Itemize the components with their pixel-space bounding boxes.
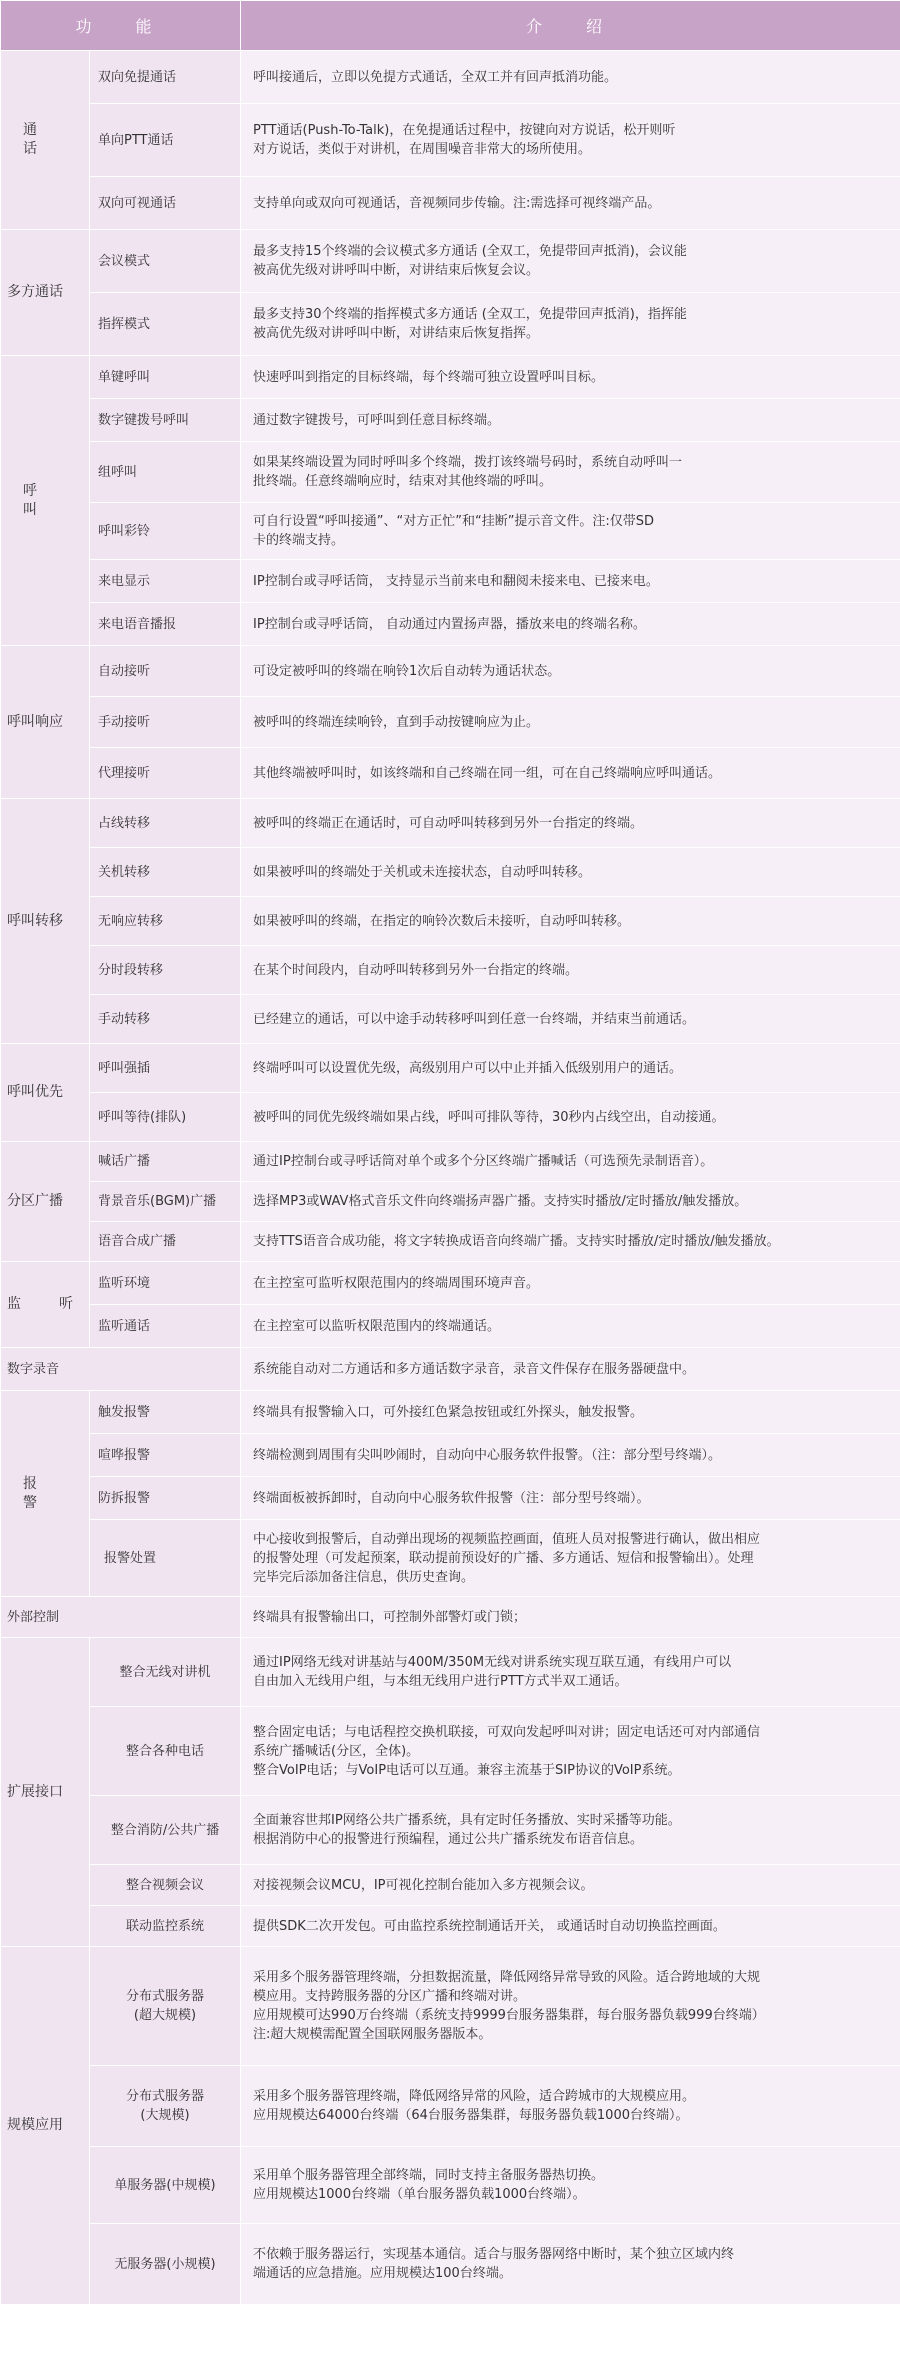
description-cell xyxy=(241,1906,900,1946)
description-cell xyxy=(241,2066,900,2146)
feature-cell: 联动监控系统 xyxy=(90,1906,240,1946)
feature-line: 分布式服务器 xyxy=(126,1989,205,2004)
table-row xyxy=(1,1477,900,1519)
description-line: 最多支持30个终端的指挥模式多方通话 (全双工，免提带回声抵消)，指挥能 xyxy=(253,307,687,322)
table-row xyxy=(1,1707,900,1795)
category-cell: 多方通话 xyxy=(1,230,89,355)
description-cell xyxy=(241,442,900,502)
description-cell xyxy=(241,177,900,229)
table-row xyxy=(1,799,900,847)
description-cell xyxy=(241,51,900,103)
feature-cell: 触发报警 xyxy=(90,1391,240,1433)
description-line: 采用多个服务器管理终端，降低网络异常的风险，适合跨城市的大规模应用。 xyxy=(253,2089,696,2104)
description-cell xyxy=(241,1142,900,1181)
description-cell xyxy=(241,1391,900,1433)
table-row xyxy=(1,646,900,696)
table-row xyxy=(1,603,900,645)
table-row xyxy=(1,1865,900,1905)
description-line: 完毕完后添加备注信息，供历史查询。 xyxy=(253,1569,475,1585)
feature-cell: 双向免提通话 xyxy=(90,51,240,103)
table-row xyxy=(1,1044,900,1092)
feature-cell: 单键呼叫 xyxy=(90,356,240,398)
description-cell xyxy=(241,1638,900,1706)
description-line: 自由加入无线用户组，与本组无线用户进行PTT方式半双工通话。 xyxy=(253,1674,628,1689)
feature-cell: 组呼叫 xyxy=(90,442,240,502)
category-cell: 呼 叫 xyxy=(1,356,89,645)
description-line: 卡的终端支持。 xyxy=(253,533,345,548)
feature-cell: 报警处置 xyxy=(90,1520,240,1596)
description-cell xyxy=(241,848,900,896)
feature-cell: 监听通话 xyxy=(90,1305,240,1347)
header-function: 功 能 xyxy=(1,1,240,50)
description-cell xyxy=(241,1093,900,1141)
description-cell xyxy=(241,1434,900,1476)
description-line: 被高优先级对讲呼叫中断，对讲结束后恢复会议。 xyxy=(253,263,540,278)
description-cell xyxy=(241,1796,900,1864)
table-row xyxy=(1,1520,900,1596)
description-line: PTT通话(Push-To-Talk)，在免提通话过程中，按键向对方说话，松开则听 xyxy=(253,123,676,138)
description-cell xyxy=(241,293,900,355)
feature-cell: 喊话广播 xyxy=(90,1142,240,1181)
description-cell xyxy=(241,1477,900,1519)
description-cell xyxy=(241,503,900,559)
description-line: 中心接收到报警后，自动弹出现场的视频监控画面，值班人员对报警进行确认，做出相应 xyxy=(253,1531,761,1547)
table-row xyxy=(1,51,900,103)
feature-cell: 整合各种电话 xyxy=(90,1707,240,1795)
feature-cell: 关机转移 xyxy=(90,848,240,896)
category-cell: 规模应用 xyxy=(1,1947,89,2304)
description-line: 在主控室可监听权限范围内的终端周围环境声音。 xyxy=(253,1275,540,1291)
table-row xyxy=(1,104,900,176)
description-cell xyxy=(241,560,900,602)
description-line: 终端面板被拆卸时，自动向中心服务软件报警（注：部分型号终端）。 xyxy=(253,1490,650,1506)
feature-line: 分布式服务器 xyxy=(126,2089,205,2104)
feature-cell: 手动转移 xyxy=(90,995,240,1043)
feature-cell: 指挥模式 xyxy=(90,293,240,355)
feature-cell: 呼叫等待(排队) xyxy=(90,1093,240,1141)
table-row xyxy=(1,1434,900,1476)
description-line: 呼叫接通后，立即以免提方式通话，全双工并有回声抵消功能。 xyxy=(253,69,618,85)
description-line: 对接视频会议MCU，IP可视化控制台能加入多方视频会议。 xyxy=(253,1877,594,1893)
feature-cell: 数字键拨号呼叫 xyxy=(90,399,240,441)
description-cell xyxy=(241,1865,900,1905)
table-row xyxy=(1,230,900,292)
feature-cell: 来电语音播报 xyxy=(90,603,240,645)
table-row xyxy=(1,442,900,502)
description-line: 已经建立的通话，可以中途手动转移呼叫到任意一台终端，并结束当前通话。 xyxy=(253,1011,696,1027)
feature-cell: 语音合成广播 xyxy=(90,1222,240,1261)
description-line: 系统能自动对二方通话和多方通话数字录音，录音文件保存在服务器硬盘中。 xyxy=(253,1361,696,1377)
feature-cell: 整合消防/公共广播 xyxy=(90,1796,240,1864)
table-row xyxy=(1,1391,900,1433)
feature-cell: 背景音乐(BGM)广播 xyxy=(90,1182,240,1221)
table-row xyxy=(1,399,900,441)
feature-cell: 代理接听 xyxy=(90,748,240,798)
table-row xyxy=(1,1222,900,1261)
feature-cell: 整合视频会议 xyxy=(90,1865,240,1905)
feature-cell: 分时段转移 xyxy=(90,946,240,994)
description-cell xyxy=(241,230,900,292)
description-line: 应用规模可达990万台终端（系统支持9999台服务器集群，每台服务器负载999台终端） xyxy=(253,2008,765,2023)
feature-cell: 无响应转移 xyxy=(90,897,240,945)
description-line: 支持单向或双向可视通话，音视频同步传输。注:需选择可视终端产品。 xyxy=(253,195,661,211)
table-row xyxy=(1,1906,900,1946)
table-row xyxy=(1,1638,900,1706)
description-cell xyxy=(241,1707,900,1795)
table-row xyxy=(1,2147,900,2223)
description-line: 端通话的应急措施。应用规模达100台终端。 xyxy=(253,2266,512,2281)
table-row xyxy=(1,1348,900,1390)
table-header-row xyxy=(1,1,900,50)
description-line: 提供SDK二次开发包。可由监控系统控制通话开关， 或通话时自动切换监控画面。 xyxy=(253,1918,726,1934)
table-row xyxy=(1,293,900,355)
feature-cell: 呼叫彩铃 xyxy=(90,503,240,559)
feature-cell: 防拆报警 xyxy=(90,1477,240,1519)
description-line: 批终端。任意终端响应时，结束对其他终端的呼叫。 xyxy=(253,474,553,489)
description-cell xyxy=(241,2224,900,2304)
feature-cell: 会议模式 xyxy=(90,230,240,292)
feature-cell: 监听环境 xyxy=(90,1262,240,1304)
table-row xyxy=(1,503,900,559)
description-line: 采用单个服务器管理全部终端，同时支持主备服务器热切换。 xyxy=(253,2168,605,2183)
table-row xyxy=(1,995,900,1043)
description-line: 终端检测到周围有尖叫吵闹时，自动向中心服务软件报警。（注：部分型号终端）。 xyxy=(253,1447,722,1463)
description-line: 整合固定电话；与电话程控交换机联接，可双向发起呼叫对讲；固定电话还可对内部通信 xyxy=(253,1724,761,1740)
category-cell: 监 听 xyxy=(1,1262,89,1347)
description-cell xyxy=(241,104,900,176)
table-row xyxy=(1,1597,900,1637)
description-cell xyxy=(241,2147,900,2223)
feature-line: 无服务器(小规模) xyxy=(114,2256,216,2272)
description-line: 快速呼叫到指定的目标终端，每个终端可独立设置呼叫目标。 xyxy=(253,369,605,385)
category-cell: 扩展接口 xyxy=(1,1638,89,1946)
description-line: 在某个时间段内，自动呼叫转移到另外一台指定的终端。 xyxy=(253,962,579,978)
description-line: IP控制台或寻呼话筒， 自动通过内置扬声器，播放来电的终端名称。 xyxy=(253,616,646,632)
description-line: 被高优先级对讲呼叫中断，对讲结束后恢复指挥。 xyxy=(253,326,540,341)
description-cell xyxy=(241,1262,900,1304)
description-line: 如果被呼叫的终端，在指定的响铃次数后未接听，自动呼叫转移。 xyxy=(253,913,631,929)
description-cell xyxy=(241,1947,900,2065)
category-cell: 数字录音 xyxy=(1,1348,240,1390)
feature-cell xyxy=(90,2066,240,2146)
description-cell xyxy=(241,1597,900,1637)
description-line: 可自行设置“呼叫接通”、“对方正忙”和“挂断”提示音文件。注:仅带SD xyxy=(253,514,655,529)
description-cell xyxy=(241,748,900,798)
feature-cell: 呼叫强插 xyxy=(90,1044,240,1092)
description-line: 被呼叫的终端连续响铃，直到手动按键响应为止。 xyxy=(253,714,540,730)
table-row xyxy=(1,2224,900,2304)
feature-cell: 整合无线对讲机 xyxy=(90,1638,240,1706)
description-line: 被呼叫的同优先级终端如果占线，呼叫可排队等待，30秒内占线空出，自动接通。 xyxy=(253,1109,725,1125)
description-line: 选择MP3或WAV格式音乐文件向终端扬声器广播。支持实时播放/定时播放/触发播放。 xyxy=(253,1194,748,1209)
feature-cell xyxy=(90,2224,240,2304)
feature-cell: 喧哗报警 xyxy=(90,1434,240,1476)
description-cell xyxy=(241,399,900,441)
feature-cell: 自动接听 xyxy=(90,646,240,696)
table-row xyxy=(1,1093,900,1141)
table-row xyxy=(1,946,900,994)
description-line: 终端呼叫可以设置优先级，高级别用户可以中止并插入低级别用户的通话。 xyxy=(253,1060,683,1076)
category-cell: 呼叫优先 xyxy=(1,1044,89,1141)
feature-cell: 占线转移 xyxy=(90,799,240,847)
description-line: 最多支持15个终端的会议模式多方通话 (全双工，免提带回声抵消)，会议能 xyxy=(253,244,687,259)
table-row xyxy=(1,1262,900,1304)
description-line: 应用规模达1000台终端（单台服务器负载1000台终端）。 xyxy=(253,2187,586,2202)
description-cell xyxy=(241,1348,900,1390)
description-line: 其他终端被呼叫时，如该终端和自己终端在同一组，可在自己终端响应呼叫通话。 xyxy=(253,765,722,781)
table-row xyxy=(1,897,900,945)
table-row xyxy=(1,1182,900,1221)
description-line: IP控制台或寻呼话筒， 支持显示当前来电和翻阅未接来电、已接来电。 xyxy=(253,573,659,589)
feature-line: (大规模) xyxy=(140,2108,190,2123)
feature-line: (超大规模) xyxy=(133,2008,197,2023)
description-cell xyxy=(241,646,900,696)
table-row xyxy=(1,848,900,896)
description-line: 如果被呼叫的终端处于关机或未连接状态，自动呼叫转移。 xyxy=(253,864,592,880)
description-cell xyxy=(241,356,900,398)
description-line: 通过IP控制台或寻呼话筒对单个或多个分区终端广播喊话（可选预先录制语音）。 xyxy=(253,1154,714,1169)
category-cell: 呼叫响应 xyxy=(1,646,89,798)
table-row xyxy=(1,177,900,229)
description-cell xyxy=(241,1222,900,1261)
description-line: 终端具有报警输入口，可外接红色紧急按钮或红外探头，触发报警。 xyxy=(253,1404,644,1420)
description-cell xyxy=(241,697,900,747)
description-line: 可设定被呼叫的终端在响铃1次后自动转为通话状态。 xyxy=(253,663,561,679)
feature-cell: 单向PTT通话 xyxy=(90,104,240,176)
description-line: 整合VoIP电话；与VoIP电话可以互通。兼容主流基于SIP协议的VoIP系统。 xyxy=(253,1762,681,1778)
table-row xyxy=(1,1796,900,1864)
description-line: 根据消防中心的报警进行预编程，通过公共广播系统发布语音信息。 xyxy=(253,1832,644,1847)
description-line: 通过IP网络无线对讲基站与400M/350M无线对讲系统实现互联互通，有线用户可以 xyxy=(253,1655,732,1670)
category-cell: 外部控制 xyxy=(1,1597,240,1637)
description-cell xyxy=(241,1520,900,1596)
table-row xyxy=(1,1142,900,1181)
description-line: 注:超大规模需配置全国联网服务器版本。 xyxy=(253,2027,492,2042)
table-body xyxy=(1,51,900,2304)
feature-cell: 双向可视通话 xyxy=(90,177,240,229)
feature-cell: 来电显示 xyxy=(90,560,240,602)
description-line: 通过数字键拨号，可呼叫到任意目标终端。 xyxy=(253,412,501,428)
description-line: 全面兼容世邦IP网络公共广播系统，具有定时任务播放、实时采播等功能。 xyxy=(253,1813,681,1828)
description-cell xyxy=(241,1305,900,1347)
category-cell: 分区广播 xyxy=(1,1142,89,1261)
description-cell xyxy=(241,995,900,1043)
feature-line: 单服务器(中规模) xyxy=(114,2177,216,2193)
description-cell xyxy=(241,799,900,847)
description-line: 采用多个服务器管理终端，分担数据流量，降低网络异常导致的风险。适合跨地域的大规 xyxy=(253,1970,761,1985)
category-cell: 报 警 xyxy=(1,1391,89,1596)
table-row xyxy=(1,697,900,747)
table-row xyxy=(1,748,900,798)
description-line: 模应用。支持跨服务器的分区广播和终端对讲。 xyxy=(253,1989,527,2004)
category-cell: 呼叫转移 xyxy=(1,799,89,1043)
description-cell xyxy=(241,897,900,945)
description-line: 被呼叫的终端正在通话时，可自动呼叫转移到另外一台指定的终端。 xyxy=(253,815,644,831)
description-line: 系统广播喊话(分区，全体)。 xyxy=(253,1743,420,1759)
description-line: 的报警处理（可发起预案，联动提前预设好的广播、多方通话、短信和报警输出）。处理 xyxy=(253,1550,754,1566)
header-introduction: 介 绍 xyxy=(241,1,900,50)
description-cell xyxy=(241,1044,900,1092)
feature-cell xyxy=(90,1947,240,2065)
description-line: 应用规模达64000台终端（64台服务器集群，每服务器负载1000台终端）。 xyxy=(253,2108,689,2123)
feature-cell: 手动接听 xyxy=(90,697,240,747)
table-row xyxy=(1,2066,900,2146)
description-line: 不依赖于服务器运行，实现基本通信。适合与服务器网络中断时，某个独立区域内终 xyxy=(253,2247,735,2262)
feature-cell xyxy=(90,2147,240,2223)
category-cell: 通 话 xyxy=(1,51,89,229)
description-line: 对方说话，类似于对讲机，在周围噪音非常大的场所使用。 xyxy=(253,142,592,157)
description-line: 在主控室可以监听权限范围内的终端通话。 xyxy=(253,1318,501,1334)
table-row xyxy=(1,356,900,398)
table-row xyxy=(1,560,900,602)
description-line: 终端具有报警输出口，可控制外部警灯或门锁； xyxy=(253,1609,527,1625)
description-cell xyxy=(241,603,900,645)
description-line: 如果某终端设置为同时呼叫多个终端，拨打该终端号码时，系统自动呼叫一 xyxy=(253,455,683,470)
description-line: 支持TTS语音合成功能，将文字转换成语音向终端广播。支持实时播放/定时播放/触发播放。 xyxy=(253,1234,780,1249)
description-cell xyxy=(241,946,900,994)
description-cell xyxy=(241,1182,900,1221)
table-row xyxy=(1,1305,900,1347)
table-row xyxy=(1,1947,900,2065)
